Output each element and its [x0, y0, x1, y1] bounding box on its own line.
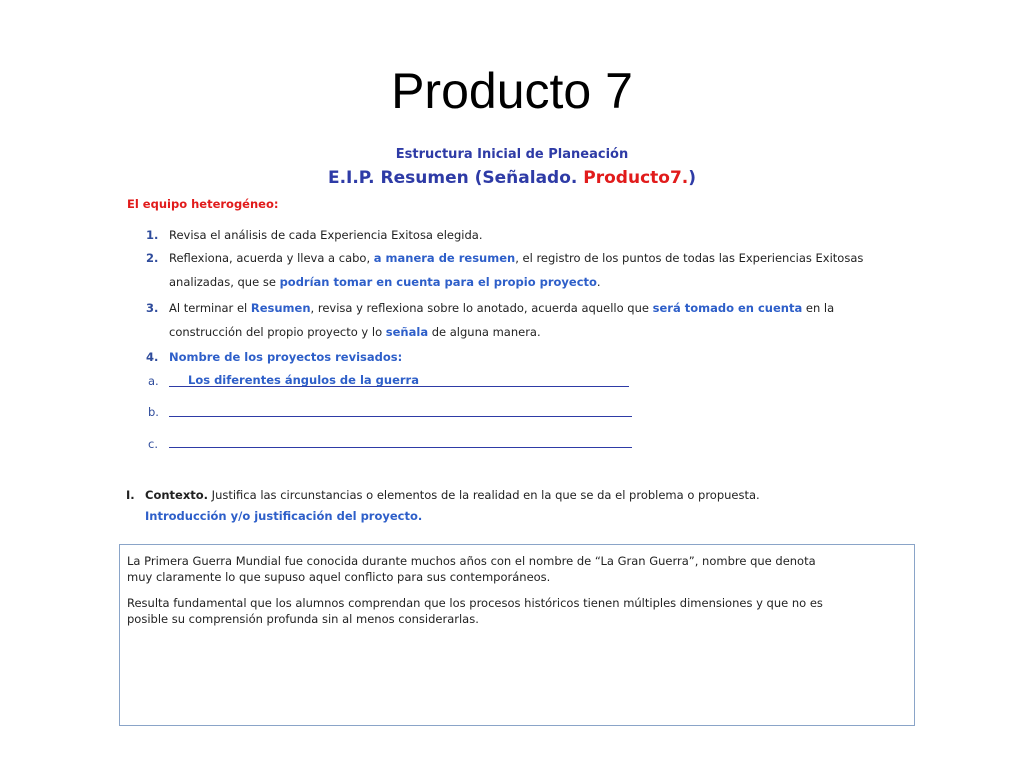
item-2-text-f: .	[596, 275, 601, 289]
item-number-4: 4.	[146, 350, 159, 364]
item-2-line-2	[169, 275, 601, 289]
project-b-line[interactable]	[169, 416, 632, 417]
answer-p1-line-1: La Primera Guerra Mundial fue conocida durante muchos años con el nombre de “La Gran Guerra”, nombre que denota	[127, 554, 816, 568]
item-3-text-a: Al terminar el	[169, 301, 251, 315]
team-label: El equipo heterogéneo:	[127, 197, 279, 211]
item-3-highlight-senala: señala	[385, 325, 429, 339]
item-number-1: 1.	[146, 228, 159, 242]
item-3-line-2	[169, 325, 541, 339]
slide-title: Producto 7	[391, 63, 633, 119]
item-2-text-d: analizadas, que se	[169, 275, 280, 289]
project-a-value[interactable]: Los diferentes ángulos de la guerra	[188, 373, 419, 387]
project-a-letter: a.	[148, 374, 159, 388]
document-title-part2: )	[688, 168, 697, 188]
item-2-highlight-proyecto: podrían tomar en cuenta para el propio proyecto	[279, 275, 597, 289]
context-text: Justifica las circunstancias o elementos de la realidad en la que se da el problema o propuesta.	[208, 488, 760, 502]
answer-p1-line-2: muy claramente lo que supuso aquel conflicto para sus contemporáneos.	[127, 570, 551, 584]
answer-p2-line-2: posible su comprensión profunda sin al menos considerarlas.	[127, 612, 479, 626]
item-3-text-h: de alguna manera.	[428, 325, 541, 339]
document-subtitle: Estructura Inicial de Planeación	[395, 147, 629, 162]
item-2-line-1	[169, 251, 863, 265]
item-2-highlight-resumen: a manera de resumen	[373, 251, 516, 265]
item-1-text: Revisa el análisis de cada Experiencia Exitosa elegida.	[169, 228, 483, 242]
answer-paragraph-1	[127, 553, 907, 585]
item-3-text-e: en la	[802, 301, 835, 315]
document-title-highlight: Producto7.	[583, 168, 689, 188]
project-b-letter: b.	[148, 405, 159, 419]
item-3-highlight-resumen: Resumen	[250, 301, 311, 315]
item-number-2: 2.	[146, 251, 159, 265]
context-label: Contexto.	[145, 488, 209, 502]
answer-paragraph-2	[127, 595, 907, 627]
project-c-letter: c.	[148, 437, 158, 451]
context-subtitle: Introducción y/o justificación del proyecto.	[145, 509, 423, 523]
item-number-3: 3.	[146, 301, 159, 315]
answer-p2-line-1: Resulta fundamental que los alumnos comprendan que los procesos históricos tienen múltiples dimensiones y que no es	[127, 596, 823, 610]
item-3-highlight-tomado: será tomado en cuenta	[652, 301, 803, 315]
item-3-text-c: , revisa y reflexiona sobre lo anotado, acuerda aquello que	[310, 301, 653, 315]
document-title	[0, 168, 1024, 188]
item-2-text-c: , el registro de los puntos de todas las Experiencias Exitosas	[515, 251, 864, 265]
document-title-part1: E.I.P. Resumen (Señalado.	[327, 168, 584, 188]
project-c-line[interactable]	[169, 447, 632, 448]
item-3-line-1	[169, 301, 834, 315]
item-4-text: Nombre de los proyectos revisados:	[169, 350, 403, 364]
context-line	[145, 488, 760, 502]
item-3-text-f: construcción del propio proyecto y lo	[169, 325, 386, 339]
item-2-text-a: Reflexiona, acuerda y lleva a cabo,	[169, 251, 374, 265]
context-roman: I.	[126, 488, 135, 502]
